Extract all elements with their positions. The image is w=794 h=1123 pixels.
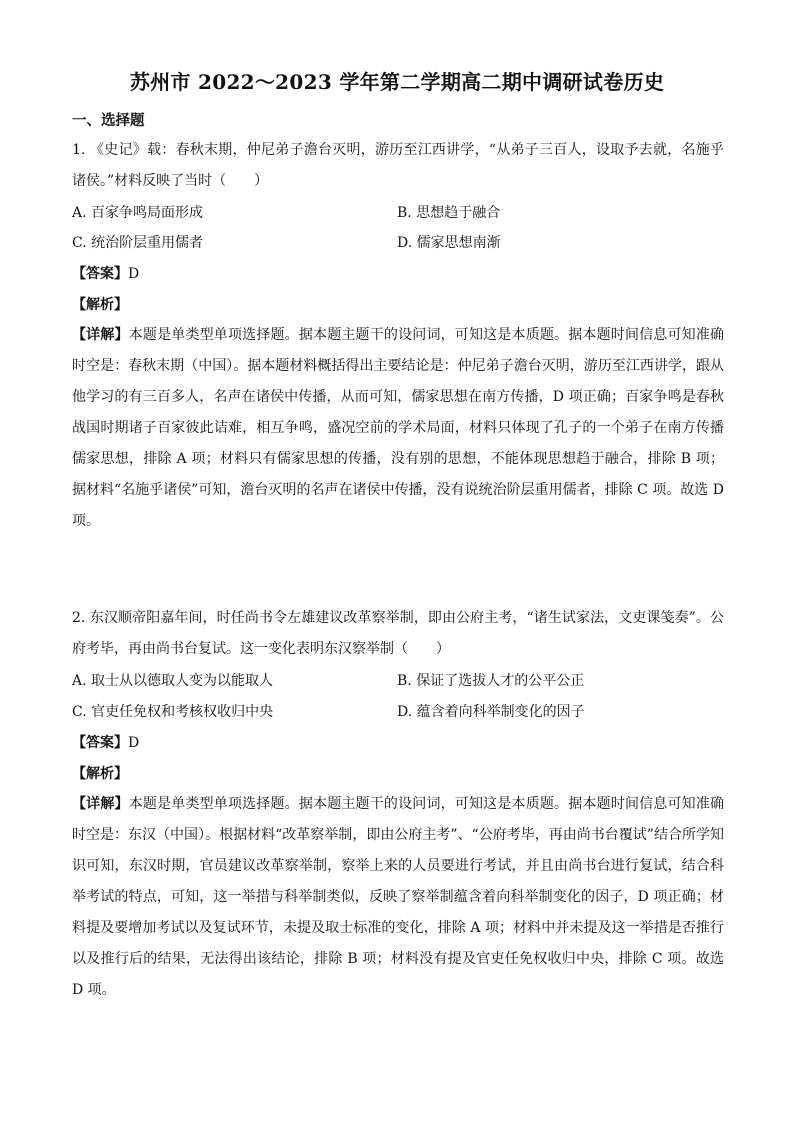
question-1-option-a: A. 百家争鸣局面形成 [72, 205, 204, 221]
question-1-option-b: B. 思想趋于融合 [397, 205, 501, 221]
question-2-stem: 2. 东汉顺帝阳嘉年间，时任尚书令左雄建议改革察举制，即由公府主考，“诸生试家法，文吏课笺奏”。公府考毕，再由尚书台复试。这一变化表明东汉察举制（ ） [72, 610, 724, 657]
question-2-option-c: C. 官吏任免权和考核权收归中央 [72, 704, 274, 720]
question-2-option-b: B. 保证了选拔人才的公平公正 [397, 673, 585, 689]
question-1-option-c: C. 统治阶层重用儒者 [72, 235, 204, 251]
detail-tag: 【详解】 [72, 327, 129, 343]
answer-value: D [128, 266, 140, 282]
question-1-option-d: D. 儒家思想南渐 [397, 235, 501, 251]
question-2-answer [72, 733, 139, 753]
detail-text: 本题是单类型单项选择题。据本题主题干的设问词，可知这是本质题。据本题时间信息可知准确时空是：春秋末期（中国）。据本题材料概括得出主要结论是：仲尼弟子澹台灭明，游历至江西讲学，跟从他学习的有三百多人，名声在诸侯中传播，从而可知，儒家思想在南方传播，D 项正确；百家争鸣是春秋战国时期诸子百家彼此诘难，相互争鸣，盛况空前的学术局面，材料只体现了孔子的一个弟子在南方传播儒家思想，排除 A 项；材料只有儒家思想的传播，没有别的思想，不能体现思想趋于融合，排除 B 项；据材料“名施乎诸侯”可知，澹台灭明的名声在诸侯中传播，没有说统治阶层重用儒者，排除 C 项。故选 D 项。 [72, 327, 725, 529]
question-2-analysis-tag [72, 764, 128, 784]
question-1-stem: 1. 《史记》载：春秋末期，仲尼弟子澹台灭明，游历至江西讲学，“从弟子三百人，设取予去就，名施乎诸侯。”材料反映了当时（ ） [72, 142, 724, 189]
question-2-detail [72, 789, 724, 1006]
section-heading: 一、选择题 [72, 112, 145, 129]
document-title: 苏州市 2022～2023 学年第二学期高二期中调研试卷历史 [129, 70, 665, 94]
analysis-tag: 【解析】 [72, 297, 128, 313]
analysis-tag: 【解析】 [72, 766, 128, 782]
question-2-option-d: D. 蕴含着向科举制变化的因子 [397, 704, 585, 720]
answer-value: D [128, 735, 140, 751]
question-1-detail [72, 320, 724, 537]
answer-tag: 【答案】 [72, 266, 128, 282]
detail-tag: 【详解】 [72, 796, 129, 812]
answer-tag: 【答案】 [72, 735, 128, 751]
detail-text: 本题是单类型单项选择题。据本题主题干的设问词，可知这是本质题。据本题时间信息可知准确时空是：东汉（中国）。根据材料“改革察举制，即由公府主考”、“公府考毕，再由尚书台覆试”结合所学知识可知，东汉时期，官员建议改革察举制，察举上来的人员要进行考试，并且由尚书台进行复试，结合科举考试的特点，可知，这一举措与科举制类似，反映了察举制蕴含着向科举制变化的因子，D 项正确；材料提及要增加考试以及复试环节，未提及取士标准的变化，排除 A 项；材料中并未提及这一举措是否推行以及推行后的结果，无法得出该结论，排除 B 项；材料没有提及官吏任免权收归中央，排除 C 项。故选 D 项。 [72, 796, 725, 998]
question-2-option-a: A. 取士从以德取人变为以能取人 [72, 673, 274, 689]
question-1-analysis-tag [72, 295, 128, 315]
question-1-answer [72, 264, 139, 284]
